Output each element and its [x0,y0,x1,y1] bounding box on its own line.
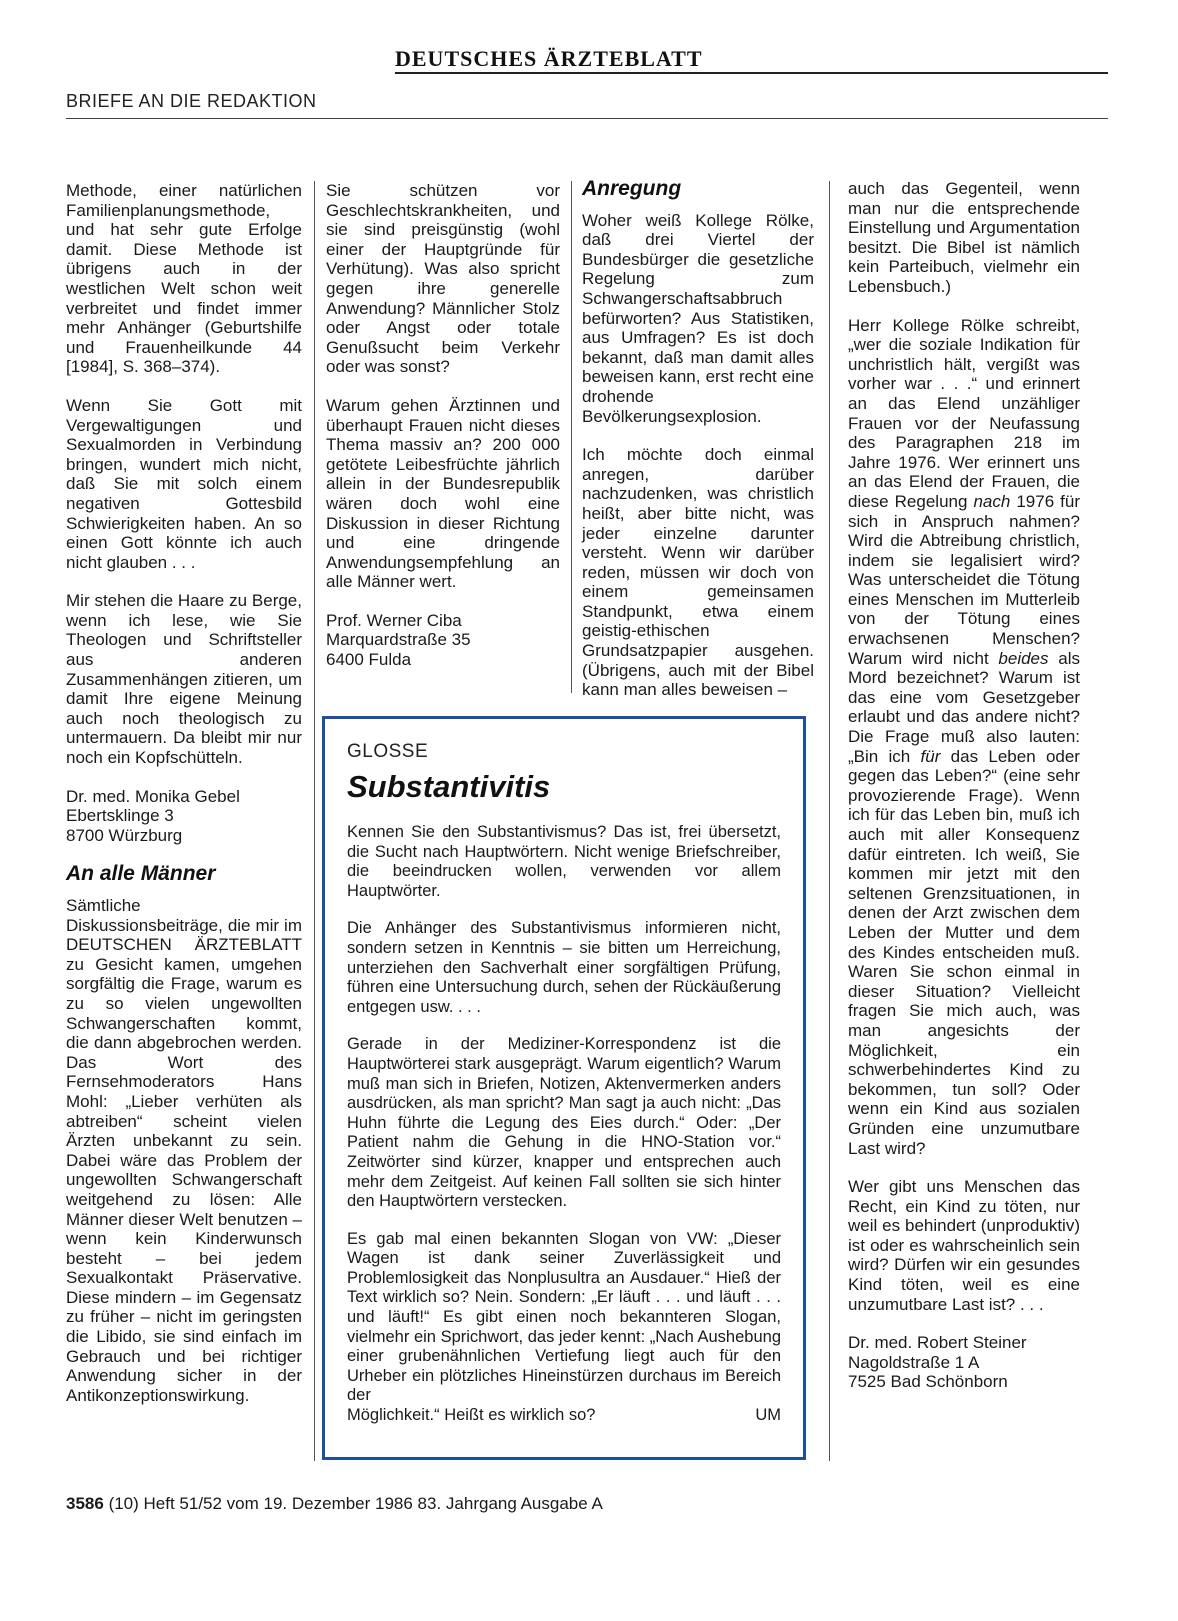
letter-heading: An alle Männer [66,862,216,886]
signature-name: Prof. Werner Ciba [326,610,462,630]
paragraph: Warum gehen Ärztinnen und überhaupt Frauen nicht dieses Thema massiv an? 200 000 getötete Leibesfrüchte jährlich allein in der Bundesrepublik wären doch wohl eine Diskussion in dieser Richtung und eine dringende Anwendungsempfehlung an alle Männer wert. [326,395,560,592]
paragraph [347,1230,781,1426]
signature-street: Marquardstraße 35 [326,630,471,650]
paragraph: Kennen Sie den Substantivismus? Das ist, frei übersetzt, die Sucht nach Hauptwörtern. Nicht wenige Briefschreiber, die beeindrucken wollen, verwenden vor allem Hauptwörter. [347,823,781,900]
letter-signature [848,1333,1080,1392]
emphasis: für [920,746,941,766]
text-run: Herr Kollege Rölke schreibt, „wer die soziale Indikation für unchristlich hält, vergißt was vorher war . . .“ und erinnert an das Elend unzähliger Frauen vor der Neufassung des Paragraphen 218 im Jahre 1976. Wer erinnert uns an das Elend der Frauen, die diese Regelung [848,315,1080,511]
page-footer [66,1494,603,1514]
text-run: Es gab mal einen bekannten Slogan von VW: „Dieser Wagen ist dank seiner Zuverlässigkeit und Problemlosigkeit das Nonplusultra an Ausdauer.“ Hieß der Text wirklich so? Nein. Sondern: „Er läuft . . . und läuft . . . und läuft!“ Es gibt einen noch bekannteren Slogan, vielmehr ein Sprichwort, das jeder kennt: „Nach Aushebung einer grubenähnlichen Vertiefung liegt auch für den Urheber ein plötzliches Hineinstürzen durchaus im Bereich der [347,1229,781,1405]
paragraph: Wenn Sie Gott mit Vergewaltigungen und Sexualmorden in Verbindung bringen, wundert mich nicht, daß Sie mit solch einem negativen Gottesbild Schwierigkeiten haben. An so einen Gott könnte ich auch nicht glauben . . . [66,395,302,572]
glosse-author: UM [755,1406,781,1425]
emphasis: nach [973,491,1011,511]
paragraph: Die Anhänger des Substantivismus informieren nicht, sondern setzen in Kenntnis – sie bitten um Herreichung, unterziehen den Sachverhalt einer sorgfältigen Prüfung, führen eine Untersuchung durch, sehen der Rückäußerung entgegen usw. . . . [347,919,781,1016]
letter-signature [66,787,302,846]
section-rule [66,118,1108,119]
column-divider [314,181,315,1461]
letter-signature [326,611,560,670]
column-4 [848,179,1080,1411]
paragraph: Gerade in der Mediziner-Korrespondenz ist die Hauptwörterei stark ausgeprägt. Warum eigentlich? Warum muß man sich in Briefen, Notizen, Aktenvermerken anders ausdrücken, als man spricht? Man sagt ja auch nicht: „Das Huhn führte die Legung des Eies durch.“ Oder: „Der Patient nahm die Gehung in die HNO-Station vor.“ Zeitwörter sind kürzer, knapper und entsprechen auch mehr dem Zeitgeist. Auf keinen Fall sollten sie sich hinter den Hauptwörtern verstecken. [347,1035,781,1211]
paragraph: auch das Gegenteil, wenn man nur die entsprechende Einstellung und Argumentation besitzt. Die Bibel ist nämlich kein Parteibuch, vielmehr ein Lebensbuch.) [848,179,1080,296]
paragraph: Woher weiß Kollege Rölke, daß drei Viertel der Bundesbürger die gesetzliche Regelung zum Schwangerschaftsabbruch befürworten? Aus Statistiken, aus Umfragen? Es ist doch bekannt, daß man damit alles beweisen kann, erst recht eine drohende Bevölkerungsexplosion. [582,210,814,426]
text-run: 1976 für sich in Anspruch nahmen? Wird die Abtreibung christlich, indem sie legalisiert wird? Was unterscheidet die Tötung eines Menschen im Mutterleib von der Tötung eines erwachsenen Menschen? Warum wird nicht [848,491,1081,668]
issue-info: (10) Heft 51/52 vom 19. Dezember 1986 83. Jahrgang Ausgabe A [108,1494,603,1513]
paragraph: Sämtliche Diskussionsbeiträge, die mir im DEUTSCHEN ÄRZTEBLATT zu Gesicht kamen, umgehen sorgfältig die Frage, warum es zu so vielen ungewollten Schwangerschaften kommt, die dann abgebrochen werden. Das Wort des Fernsehmoderators Hans Mohl: „Lieber verhüten als abtreiben“ scheint vielen Ärzten unbekannt zu sein. Dabei wäre das Problem der ungewollten Schwangerschaft weitgehend zu lösen: Alle Männer dieser Welt benutzen – wenn kein Kinderwunsch besteht – bei jedem Sexualkontakt Präservative. Diese mindern – im Gegensatz zu früher – nicht im geringsten die Libido, sie sind einfach im Gebrauch und bei richtiger Anwendung sicher in der Antikonzeptionswirkung. [66,896,302,1405]
signature-city: 6400 Fulda [326,650,412,670]
paragraph: Methode, einer natürlichen Familienplanungsmethode, und hat sehr gute Erfolge damit. Diese Methode ist übrigens auch in der westlichen Welt schon weit verbreitet und findet immer mehr Anhänger (Geburtshilfe und Frauenheilkunde 44 [1984], S. 368–374). [66,181,302,377]
paragraph: Mir stehen die Haare zu Berge, wenn ich lese, wie Sie Theologen und Schriftsteller aus anderen Zusammenhängen zitieren, um damit Ihre eigene Meinung auch noch theologisch zu untermauern. Da bleibt mir nur noch ein Kopfschütteln. [66,591,302,768]
letter-heading: Anregung [582,177,682,200]
paragraph: Ich möchte doch einmal anregen, darüber nachzudenken, was christlich heißt, aber bitte nicht, was jeder einzelne darunter versteht. Wenn wir darüber reden, müssen wir doch von einem gemeinsamen Standpunkt, etwa einem geistig-ethischen Grundsatzpapier ausgehen. (Übrigens, auch mit der Bibel kann man alles beweisen – [582,445,814,700]
glosse-box [322,716,806,1460]
masthead: DEUTSCHES ÄRZTEBLATT [395,46,703,71]
masthead-rule [395,72,1108,74]
paragraph [848,316,1080,1159]
glosse-kicker: GLOSSE [347,741,429,762]
column-1 [66,181,302,1424]
paragraph: Wer gibt uns Menschen das Recht, ein Kind zu töten, nur weil es behindert (unproduktiv) ist oder es wahrscheinlich sein wird? Dürfen wir ein gesundes Kind töten, weil es eine unzumutbare Last ist? . . . [848,1177,1080,1314]
signature-name: Dr. med. Monika Gebel [66,786,240,806]
signature-street: Ebertsklinge 3 [66,806,174,826]
text-run: Möglichkeit.“ Heißt es wirklich so? [347,1406,596,1425]
column-divider [571,181,572,693]
page-number: 3586 [66,1494,104,1513]
signature-name: Dr. med. Robert Steiner [848,1333,1027,1353]
signature-city: 7525 Bad Schönborn [848,1372,1008,1392]
column-3 [582,179,814,719]
glosse-title: Substantivitis [347,769,551,804]
column-2 [326,181,560,689]
signature-street: Nagoldstraße 1 A [848,1352,980,1372]
glosse-last-line [347,1406,781,1426]
text-run: das Leben oder gegen das Leben?“ (eine sehr provozierende Frage). Wenn ich für das Leben bin, muß ich auch mit aller Konsequenz dafür eintreten. Ich weiß, Sie kommen mir jetzt mit den seltenen Grenzsituationen, in denen der Arzt zwischen dem Leben der Mutter und dem des Kindes entscheiden muß. Waren Sie schon einmal in dieser Situation? Vielleicht fragen Sie mich auch, was man angesichts der Möglichkeit, ein schwerbehindertes Kind zu bekommen, tun soll? Oder wenn ein Kind aus sozialen Gründen eine unzumutbare Last wird? [848,746,1080,1158]
signature-city: 8700 Würzburg [66,825,183,845]
column-divider [829,181,830,1461]
paragraph: Sie schützen vor Geschlechtskrankheiten, und sie sind preisgünstig (wohl einer der Hauptgründe für Verhütung). Was also spricht gegen ihre generelle Anwendung? Männlicher Stolz oder Angst oder totale Genußsucht beim Verkehr oder was sonst? [326,181,560,377]
text-run: als Mord bezeichnet? Warum ist das eine vom Gesetzgeber erlaubt und das andere nicht? Die Frage muß also lauten: „Bin ich [848,648,1080,766]
section-label: BRIEFE AN DIE REDAKTION [66,91,317,111]
emphasis: beides [998,648,1049,668]
